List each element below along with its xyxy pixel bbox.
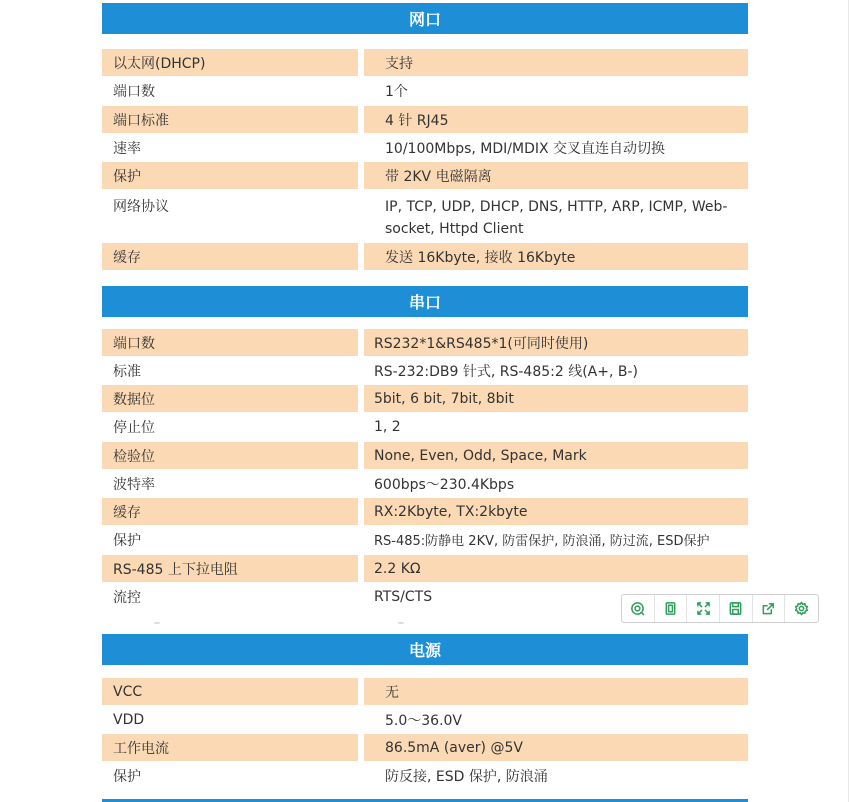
table-row xyxy=(102,706,748,733)
row-value: 4 针 RJ45 xyxy=(364,106,748,133)
row-key: 数据位 xyxy=(102,385,358,412)
share-icon xyxy=(761,601,776,616)
row-key: VCC xyxy=(102,678,358,705)
save-icon xyxy=(728,601,743,616)
row-key: 标准 xyxy=(113,363,141,380)
row-key: 工作电流 xyxy=(102,734,358,761)
row-value: 防反接, ESD 保护, 防浪涌 xyxy=(385,768,548,785)
table-row xyxy=(102,762,748,789)
row-value: RS-485:防静电 2KV, 防雷保护, 防浪涌, 防过流, ESD保护 xyxy=(374,534,710,549)
table-row xyxy=(102,498,748,525)
row-key: 网络协议 xyxy=(113,199,169,215)
row-key: 端口标准 xyxy=(102,106,358,133)
settings-button[interactable] xyxy=(785,595,818,622)
row-key: 缓存 xyxy=(102,498,358,525)
row-key: 保护 xyxy=(102,162,358,189)
search-button[interactable] xyxy=(622,595,655,622)
fullscreen-icon xyxy=(696,601,711,616)
row-key: 端口数 xyxy=(102,329,358,356)
save-button[interactable] xyxy=(720,595,753,622)
copy-button[interactable] xyxy=(655,595,688,622)
row-value: 支持 xyxy=(364,49,748,76)
row-value: 发送 16Kbyte, 接收 16Kbyte xyxy=(364,243,748,270)
row-key: VDD xyxy=(113,711,145,728)
table-row xyxy=(102,734,748,761)
table-row xyxy=(102,134,748,161)
row-key: 保护 xyxy=(113,768,141,785)
search-icon xyxy=(630,601,645,616)
row-value: None, Even, Odd, Space, Mark xyxy=(364,442,748,469)
row-value: 600bps～230.4Kbps xyxy=(374,476,515,493)
share-button[interactable] xyxy=(753,595,786,622)
row-key: 流控 xyxy=(113,589,141,606)
floating-toolbar xyxy=(621,594,819,623)
copy-icon xyxy=(663,601,678,616)
row-key: RS-485 上下拉电阻 xyxy=(102,555,358,582)
row-value: 10/100Mbps, MDI/MDIX 交叉直连自动切换 xyxy=(385,140,666,157)
row-key: 缓存 xyxy=(102,243,358,270)
row-value: 2.2 KΩ xyxy=(364,555,748,582)
row-key: 保护 xyxy=(113,532,141,549)
table-row xyxy=(102,162,748,189)
row-value: RX:2Kbyte, TX:2kbyte xyxy=(364,498,748,525)
row-key: 波特率 xyxy=(113,476,155,493)
section-header-network: 网口 xyxy=(102,3,748,34)
table-row xyxy=(102,442,748,469)
row-key: 以太网(DHCP) xyxy=(102,49,358,76)
row-value: IP, TCP, UDP, DHCP, DNS, HTTP, ARP, ICMP, Web-socket, Httpd Client xyxy=(385,199,728,237)
row-value: 5bit, 6 bit, 7bit, 8bit xyxy=(364,385,748,412)
table-row xyxy=(102,470,748,497)
row-value: RTS/CTS xyxy=(374,588,433,605)
table-row xyxy=(102,329,748,356)
row-value: 5.0～36.0V xyxy=(385,712,463,729)
table-row xyxy=(102,555,748,582)
row-value: RS-232:DB9 针式, RS-485:2 线(A+, B-) xyxy=(374,363,638,380)
page-edge-divider xyxy=(848,0,849,802)
table-row xyxy=(102,526,748,553)
table-row xyxy=(102,77,748,104)
row-key: 停止位 xyxy=(113,419,155,436)
settings-icon xyxy=(794,601,809,616)
row-value: 1个 xyxy=(385,83,408,100)
table-row xyxy=(102,678,748,705)
table-row xyxy=(102,413,748,440)
row-value: 带 2KV 电磁隔离 xyxy=(364,162,748,189)
table-row xyxy=(102,243,748,270)
row-value: 86.5mA (aver) @5V xyxy=(364,734,748,761)
row-key: 端口数 xyxy=(113,83,155,100)
section-header-power: 电源 xyxy=(102,634,748,665)
table-row xyxy=(102,357,748,384)
row-key: 速率 xyxy=(113,140,141,157)
table-row xyxy=(102,190,748,242)
table-row xyxy=(102,106,748,133)
section-header-serial: 串口 xyxy=(102,286,748,317)
row-value: 无 xyxy=(364,678,748,705)
table-row xyxy=(102,385,748,412)
row-value: 1, 2 xyxy=(374,418,401,435)
fullscreen-button[interactable] xyxy=(687,595,720,622)
row-value: RS232*1&RS485*1(可同时使用) xyxy=(364,329,748,356)
table-row xyxy=(102,49,748,76)
row-key: 检验位 xyxy=(102,442,358,469)
